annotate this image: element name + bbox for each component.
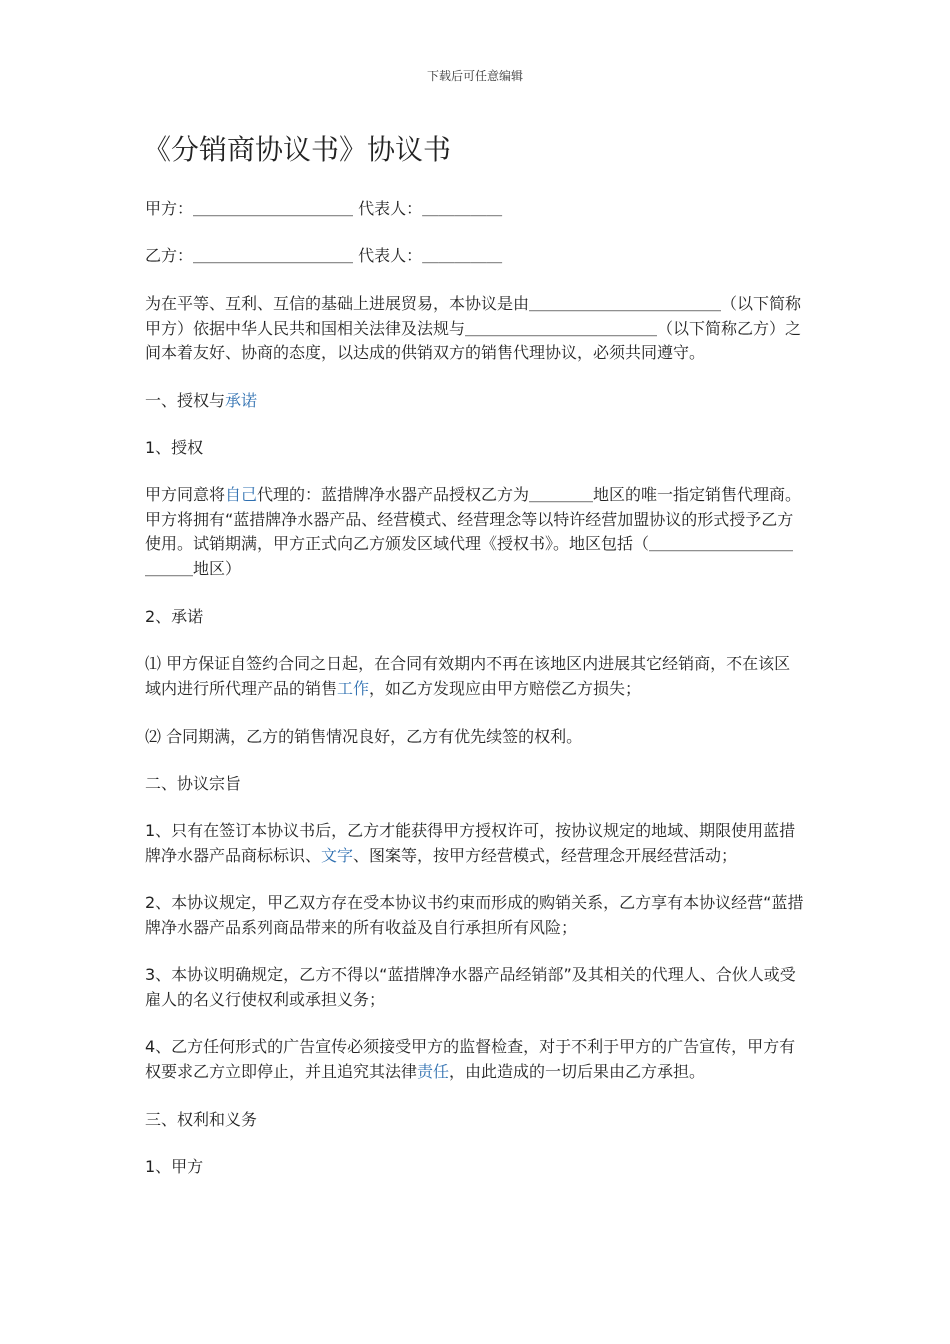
section3-sub1: 1、甲方 [145, 1157, 204, 1176]
section1-sub1: 1、授权 [145, 438, 204, 457]
link-promise[interactable]: 承诺 [225, 391, 258, 410]
purpose-item-4-text-b: ，由此造成的一切后果由乙方承担。 [449, 1061, 706, 1081]
intro-paragraph: 为在平等、互利、互信的基础上进展贸易，本协议是由＿＿＿＿＿＿＿＿＿＿＿＿（以下简称甲方）依据中华人民共和国相关法律及法规与＿＿＿＿＿＿＿＿＿＿＿＿（以下简称乙方）之间本着友好、协商的态度，以达成的供销双方的销售代理协议，必须共同遵守。 [145, 294, 802, 362]
header-note: 下载后可任意编辑 [426, 69, 523, 83]
purpose-item-3: 3、本协议明确规定，乙方不得以“蓝措牌净水器产品经销部”及其相关的代理人、合伙人或受雇人的名义行使权利或承担义务； [145, 965, 796, 1009]
document-title: 《分销商协议书》协议书 [143, 133, 452, 166]
party-a-line: 甲方：＿＿＿＿＿＿＿＿＿＿ 代表人：＿＿＿＿＿ [145, 199, 503, 218]
section2-heading: 二、协议宗旨 [145, 774, 242, 793]
link-self[interactable]: 自己 [225, 485, 258, 504]
purpose-item-1 [145, 819, 805, 868]
authorization-paragraph [145, 483, 805, 581]
purpose-item-2: 2、本协议规定，甲乙双方存在受本协议书约束而形成的购销关系，乙方享有本协议经营“蓝措牌净水器产品系列商品带来的所有收益及自行承担所有风险； [145, 893, 804, 937]
section3-heading: 三、权利和义务 [145, 1110, 258, 1129]
promise-item-2: ⑵ 合同期满，乙方的销售情况良好，乙方有优先续签的权利。 [145, 727, 583, 746]
purpose-item-4 [145, 1035, 805, 1084]
party-b-line: 乙方：＿＿＿＿＿＿＿＿＿＿ 代表人：＿＿＿＿＿ [145, 246, 503, 265]
purpose-item-4-text-a: 4、乙方任何形式的广告宣传必须接受甲方的监督检查，对于不利于甲方的广告宣传，甲方有权要求乙方立即停止，并且追究其法律 [145, 1037, 796, 1081]
section1-sub2: 2、承诺 [145, 607, 204, 626]
promise-item-1-text-a: ⑴ 甲方保证自签约合同之日起，在合同有效期内不再在该地区内进展其它经销商，不在该区域内进行所代理产品的销售 [145, 654, 791, 698]
section1-heading-text: 一、授权与 [145, 391, 226, 410]
purpose-item-1-text-a: 1、只有在签订本协议书后，乙方才能获得甲方授权许可，按协议规定的地域、期限使用蓝措牌净水器产品商标标识、 [145, 821, 796, 865]
section1-heading [145, 389, 805, 414]
link-text[interactable]: 文字 [321, 845, 354, 865]
promise-item-1-text-b: ，如乙方发现应由甲方赔偿乙方损失； [369, 678, 642, 698]
promise-item-1 [145, 652, 805, 701]
authorization-text-a: 甲方同意将 [145, 485, 226, 504]
authorization-text-b: 代理的：蓝措牌净水器产品授权乙方为＿＿＿＿地区的唯一指定销售代理商。甲方将拥有“蓝措牌净水器产品、经营模式、经营理念等以特许经营加盟协议的形式授予乙方使用。试销期满，甲方正式向乙方颁发区域代理《授权书》。地区包括（＿＿＿＿＿＿＿＿＿＿＿＿地区） [145, 485, 802, 578]
link-work[interactable]: 工作 [337, 678, 370, 698]
purpose-item-1-text-b: 、图案等，按甲方经营模式，经营理念开展经营活动； [353, 845, 738, 865]
link-responsibility[interactable]: 责任 [417, 1061, 450, 1081]
